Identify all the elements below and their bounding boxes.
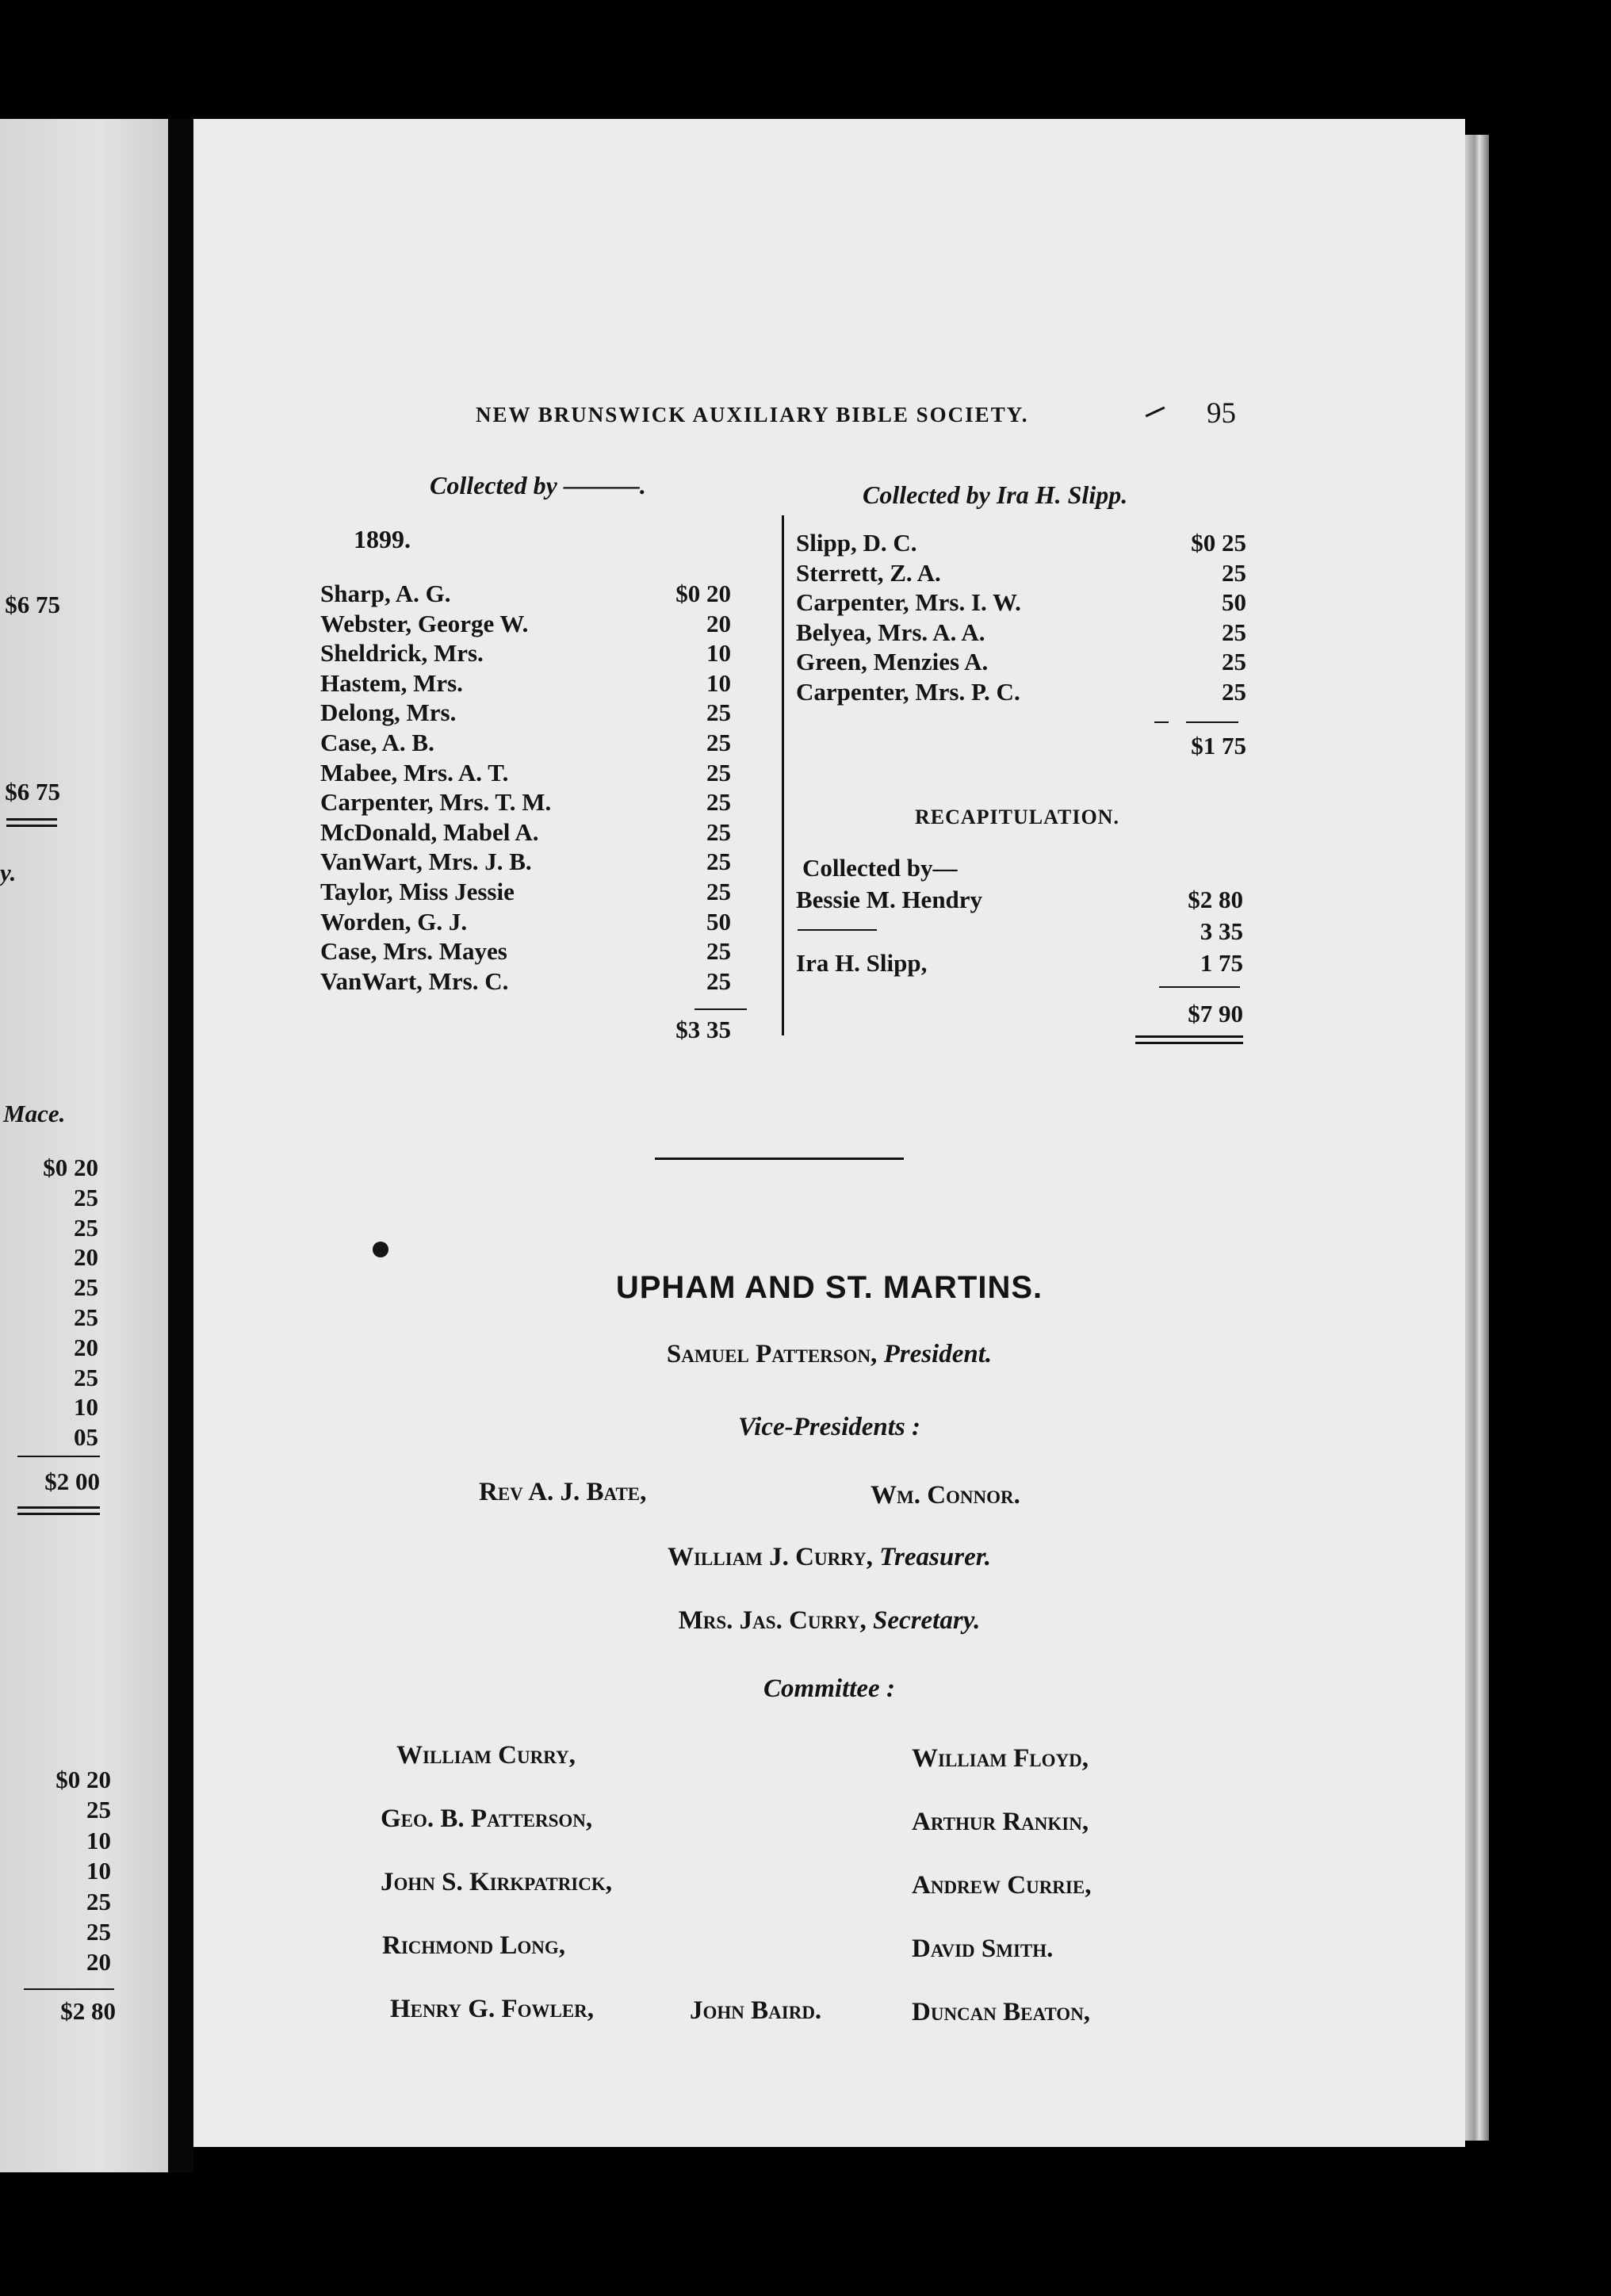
fragment-value: 10 <box>86 1827 111 1854</box>
president-line <box>193 1340 1465 1369</box>
fragment-value: 10 <box>86 1857 111 1885</box>
contributor-name: Sharp, A. G. <box>320 580 451 607</box>
committee-member: Duncan Beaton, <box>912 1998 1091 2026</box>
contribution-amount: 25 <box>1222 618 1246 646</box>
fragment-sum-rule <box>24 1988 114 1990</box>
president-role: President. <box>883 1340 993 1368</box>
contributor-name: Slipp, D. C. <box>796 529 917 557</box>
treasurer-name: William J. Curry, <box>667 1543 873 1571</box>
recap-total: $7 90 <box>1188 1000 1243 1027</box>
right-column-heading: Collected by Ira H. Slipp. <box>863 480 1128 509</box>
fragment-cut-word: y. <box>0 859 17 886</box>
fragment-mace-total: $2 00 <box>44 1468 100 1495</box>
page-edge <box>1465 135 1489 2141</box>
contribution-amount: 25 <box>706 937 731 965</box>
recap-rule <box>798 929 877 931</box>
recap-amount: 1 75 <box>1200 949 1243 977</box>
left-column-heading: Collected by ———. <box>430 471 646 499</box>
fragment-value: 20 <box>74 1243 98 1271</box>
committee-member-last: John Baird. <box>690 1996 822 2025</box>
contribution-amount: 25 <box>1222 678 1246 706</box>
contribution-amount: 10 <box>706 669 731 697</box>
sum-rule <box>1154 721 1169 723</box>
fragment-rule <box>6 825 57 827</box>
contribution-amount: $0 25 <box>1191 529 1246 557</box>
contribution-amount: 25 <box>706 878 731 905</box>
recap-collected-by: Collected by— <box>802 854 958 882</box>
vice-president-left: Rev A. J. Bate, <box>479 1478 647 1506</box>
fragment-rule <box>6 818 57 821</box>
contributor-name: Hastem, Mrs. <box>320 669 463 697</box>
book-gutter <box>168 119 193 2172</box>
recapitulation-heading: RECAPITULATION. <box>915 806 1119 828</box>
contribution-amount: 25 <box>706 759 731 786</box>
recap-amount: $2 80 <box>1188 886 1243 913</box>
contributor-name: Case, A. B. <box>320 729 434 756</box>
contribution-amount: 25 <box>1222 648 1246 675</box>
fragment-value: $0 20 <box>55 1766 111 1793</box>
committee-member: David Smith. <box>912 1934 1054 1963</box>
treasurer-line <box>193 1543 1465 1572</box>
sum-rule <box>1186 721 1238 723</box>
fragment-rule <box>17 1513 100 1515</box>
branch-title: UPHAM AND ST. MARTINS. <box>615 1270 1043 1305</box>
page-number: 95 <box>1207 397 1236 430</box>
contributor-name: Sterrett, Z. A. <box>796 559 941 587</box>
fragment-value: 25 <box>74 1364 98 1391</box>
contributor-name: Sheldrick, Mrs. <box>320 639 484 667</box>
fragment-rule <box>17 1506 100 1509</box>
secretary-line <box>193 1606 1465 1636</box>
contributor-name: Taylor, Miss Jessie <box>320 878 515 905</box>
president-name: Samuel Patterson, <box>666 1340 878 1368</box>
committee-member: Andrew Currie, <box>912 1871 1092 1900</box>
contributor-name: Carpenter, Mrs. I. W. <box>796 588 1021 616</box>
vice-president-right: Wm. Connor. <box>871 1481 1020 1510</box>
year-label: 1899. <box>354 525 411 553</box>
contribution-amount: 10 <box>706 639 731 667</box>
contribution-amount: 25 <box>706 729 731 756</box>
fragment-value: 25 <box>74 1214 98 1242</box>
recap-amount: 3 35 <box>1200 917 1243 945</box>
column-divider <box>782 515 784 1035</box>
contributor-name: McDonald, Mabel A. <box>320 818 539 846</box>
contribution-amount: 25 <box>706 818 731 846</box>
contributor-name: Delong, Mrs. <box>320 698 457 726</box>
contributor-name: Mabee, Mrs. A. T. <box>320 759 509 786</box>
running-header: NEW BRUNSWICK AUXILIARY BIBLE SOCIETY. <box>476 403 1029 427</box>
contributor-name: Case, Mrs. Mayes <box>320 937 507 965</box>
sum-rule <box>1159 986 1240 988</box>
committee-member: John S. Kirkpatrick, <box>381 1868 613 1896</box>
committee-member: Richmond Long, <box>382 1931 566 1960</box>
secretary-role: Secretary. <box>873 1606 981 1635</box>
contribution-amount: 25 <box>706 848 731 875</box>
fragment-sum-rule <box>17 1456 100 1457</box>
fragment-value: 25 <box>86 1918 111 1946</box>
contribution-amount: 20 <box>706 610 731 637</box>
committee-member: Geo. B. Patterson, <box>381 1804 593 1833</box>
contributor-name: Belyea, Mrs. A. A. <box>796 618 985 646</box>
fragment-value: 25 <box>86 1796 111 1823</box>
fragment-value: 20 <box>74 1334 98 1361</box>
fragment-value: 25 <box>74 1184 98 1211</box>
contributor-name: VanWart, Mrs. J. B. <box>320 848 532 875</box>
double-rule <box>1135 1042 1243 1044</box>
fragment-amount-top: $6 75 <box>5 591 60 618</box>
vice-presidents-heading: Vice-Presidents : <box>737 1413 921 1441</box>
recap-collector: Ira H. Slipp, <box>796 949 928 977</box>
fragment-amount-total: $6 75 <box>5 778 60 806</box>
contributor-name: Worden, G. J. <box>320 908 468 936</box>
sum-rule <box>695 1008 747 1010</box>
fragment-value: $0 20 <box>43 1154 98 1181</box>
committee-member: Henry G. Fowler, <box>390 1995 595 2023</box>
contribution-amount: $0 20 <box>675 580 731 607</box>
fragment-heading-mace: Mace. <box>3 1100 66 1127</box>
committee-member: Arthur Rankin, <box>912 1808 1089 1836</box>
recap-collector: Bessie M. Hendry <box>796 886 983 913</box>
committee-member: William Floyd, <box>912 1744 1089 1773</box>
contribution-amount: 25 <box>706 967 731 995</box>
contribution-amount: 25 <box>1222 559 1246 587</box>
contributor-name: Webster, George W. <box>320 610 529 637</box>
committee-member: William Curry, <box>396 1741 576 1770</box>
treasurer-role: Treasurer. <box>879 1543 991 1571</box>
committee-heading: Committee : <box>763 1674 895 1703</box>
left-column-total: $3 35 <box>675 1016 731 1043</box>
fragment-value: 25 <box>86 1888 111 1915</box>
double-rule <box>1135 1035 1243 1038</box>
contribution-amount: 25 <box>706 788 731 816</box>
right-column-total: $1 75 <box>1191 732 1246 760</box>
contribution-amount: 25 <box>706 698 731 726</box>
fragment-last-total: $2 80 <box>60 1997 116 2025</box>
section-separator <box>655 1158 904 1160</box>
fragment-value: 10 <box>74 1393 98 1421</box>
ink-dot <box>373 1242 388 1257</box>
secretary-name: Mrs. Jas. Curry, <box>678 1606 867 1635</box>
contributor-name: VanWart, Mrs. C. <box>320 967 509 995</box>
fragment-value: 25 <box>74 1273 98 1301</box>
contributor-name: Carpenter, Mrs. P. C. <box>796 678 1020 706</box>
contribution-amount: 50 <box>706 908 731 936</box>
fragment-value: 05 <box>74 1423 98 1451</box>
fragment-value: 25 <box>74 1303 98 1331</box>
contributor-name: Green, Menzies A. <box>796 648 989 675</box>
contribution-amount: 50 <box>1222 588 1246 616</box>
fragment-value: 20 <box>86 1948 111 1976</box>
contributor-name: Carpenter, Mrs. T. M. <box>320 788 552 816</box>
